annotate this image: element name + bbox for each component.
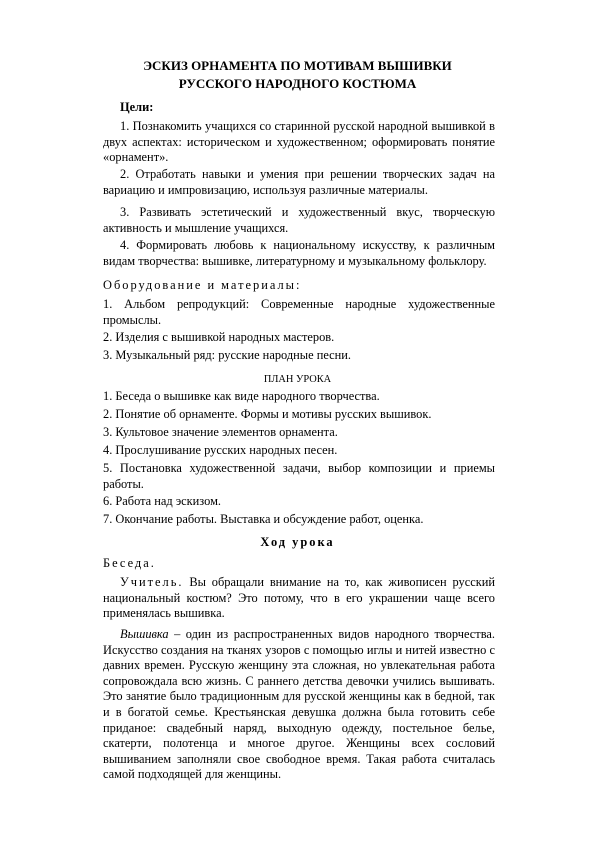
embroidery-paragraph	[103, 627, 495, 783]
equipment-item-2: 2. Изделия с вышивкой народных мастеров.	[103, 330, 335, 344]
document-title-line-1: ЭСКИЗ ОРНАМЕНТА ПО МОТИВАМ ВЫШИВКИ	[143, 58, 452, 73]
embroidery-term: Вышивка	[120, 627, 169, 641]
lesson-course-heading: Ход урока	[260, 535, 335, 549]
plan-heading: ПЛАН УРОКА	[263, 374, 332, 385]
goal-item-2: 2. Отработать навыки и умения при решении творческих задач на вариацию и импровизацию, используя различные материалы.	[103, 167, 495, 197]
plan-item-6: 6. Работа над эскизом.	[103, 494, 222, 508]
document-title-line-2: РУССКОГО НАРОДНОГО КОСТЮМА	[178, 76, 417, 91]
goal-item-4: 4. Формировать любовь к национальному искусству, к различным видам творчества: вышивке, литературному и музыкальному фольклору.	[103, 238, 495, 268]
teacher-label: Учитель.	[120, 575, 184, 589]
goals-heading: Цели:	[120, 100, 154, 114]
plan-item-4: 4. Прослушивание русских народных песен.	[103, 443, 338, 457]
teacher-paragraph	[103, 575, 495, 622]
equipment-item-3: 3. Музыкальный ряд: русские народные песни.	[103, 348, 352, 362]
goal-item-1: 1. Познакомить учащихся со старинной русской народной вышивкой в двух аспектах: историческом и художественном; оформировать понятие «орнамент».	[103, 119, 495, 165]
embroidery-text: – один из распространенных видов народного творчества. Искусство создания на тканях узоров с помощью иглы и нитей известно с давних времен. Русскую женщину эта сложная, но увлекательная работа сопровождала всю жизнь. С раннего детства девочки учились вышивать. Это занятие было традиционным для русской женщины как в бедной, так и в богатой семье. Крестьянская девушка должна была готовить себе приданое: свадебный наряд, выходную одежду, постельное белье, скатерти, полотенца и многое другое. Женщины всех сословий вышиванием заполняли свое свободное время. Такая работа считалась самой подходящей для женщины.	[103, 627, 495, 782]
plan-item-7: 7. Окончание работы. Выставка и обсуждение работ, оценка.	[103, 512, 424, 526]
plan-item-2: 2. Понятие об орнаменте. Формы и мотивы русских вышивок.	[103, 407, 432, 421]
plan-item-5: 5. Постановка художественной задачи, выбор композиции и приемы работы.	[103, 461, 495, 491]
plan-item-1: 1. Беседа о вышивке как виде народного творчества.	[103, 389, 380, 403]
teacher-text: Вы обращали внимание на то, как живописен русский национальный костюм? Это потому, что в его украшении чаще всего применялась вышивка.	[103, 575, 495, 621]
equipment-item-1: 1. Альбом репродукций: Современные народные художественные промыслы.	[103, 297, 495, 327]
equipment-heading: Оборудование и материалы:	[103, 278, 302, 292]
goal-item-3: 3. Развивать эстетический и художественный вкус, творческую активность и мышление учащихся.	[103, 205, 495, 235]
talk-heading: Беседа.	[103, 556, 156, 570]
plan-item-3: 3. Культовое значение элементов орнамента.	[103, 425, 338, 439]
